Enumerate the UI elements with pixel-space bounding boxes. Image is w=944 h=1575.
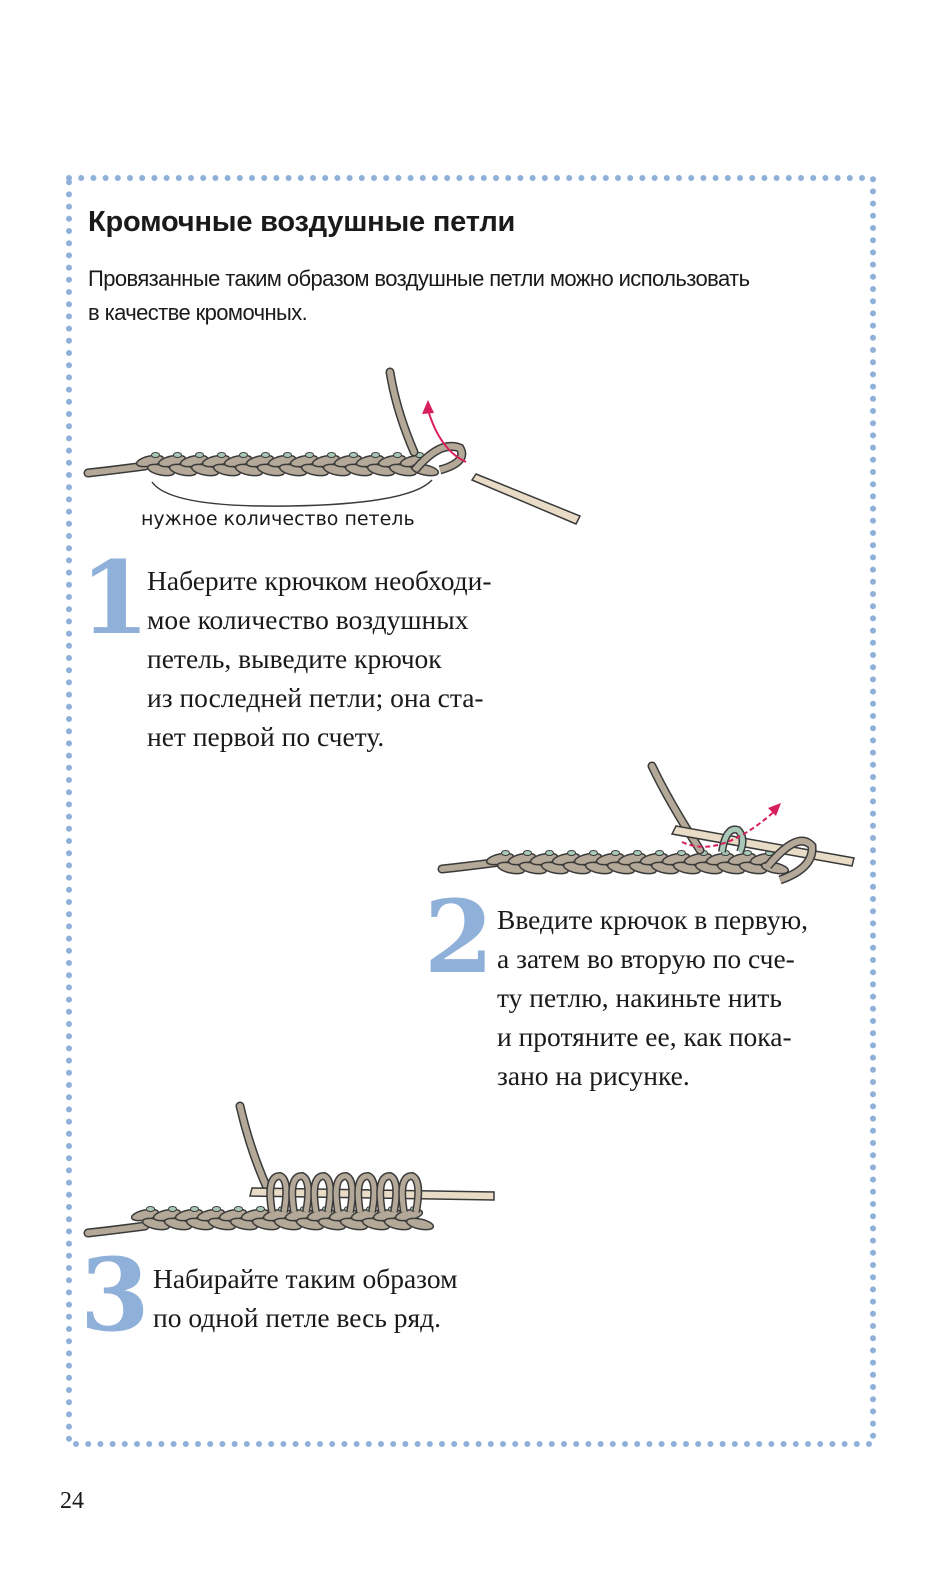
step-line: Набирайте таким образом [153,1263,458,1294]
chain-stitch-top [169,1207,177,1212]
step-line: и протяните ее, как пока- [497,1021,792,1052]
page-number: 24 [60,1488,84,1514]
chain-stitch-top [147,1207,155,1212]
intro-line: Провязанные таким образом воздушные петли можно использовать [88,266,750,291]
chain-stitch-top [191,1207,199,1212]
chain-stitch [406,1216,435,1231]
step-line: Наберите крючком необходи- [147,565,492,596]
step-line: Введите крючок в первую, [497,904,808,935]
step-line: по одной петле весь ряд. [153,1302,442,1333]
step-line: из последней петли; она ста- [147,682,484,713]
step-line: ту петлю, накиньте нить [497,982,782,1013]
chain-stitch-top [257,1207,265,1212]
section-title: Кромочные воздушные петли [88,206,516,238]
step-line: а затем во вторую по сче- [497,943,795,974]
step-line: нет первой по счету. [147,721,385,752]
intro-line: в качестве кромочных. [88,300,308,325]
step-3-text [153,1259,458,1337]
chain-stitch-top [235,1207,243,1212]
figure-1-caption: нужное количество петель [141,508,415,530]
step-number-1: 1 [80,539,150,657]
step-line: петель, выведите крючок [147,643,442,674]
step-number-2: 2 [424,878,494,996]
step-number-3: 3 [80,1236,150,1354]
step-line: зано на рисунке. [497,1060,690,1091]
step-line: мое количество воздушных [147,604,469,635]
chain-stitch-top [213,1207,221,1212]
